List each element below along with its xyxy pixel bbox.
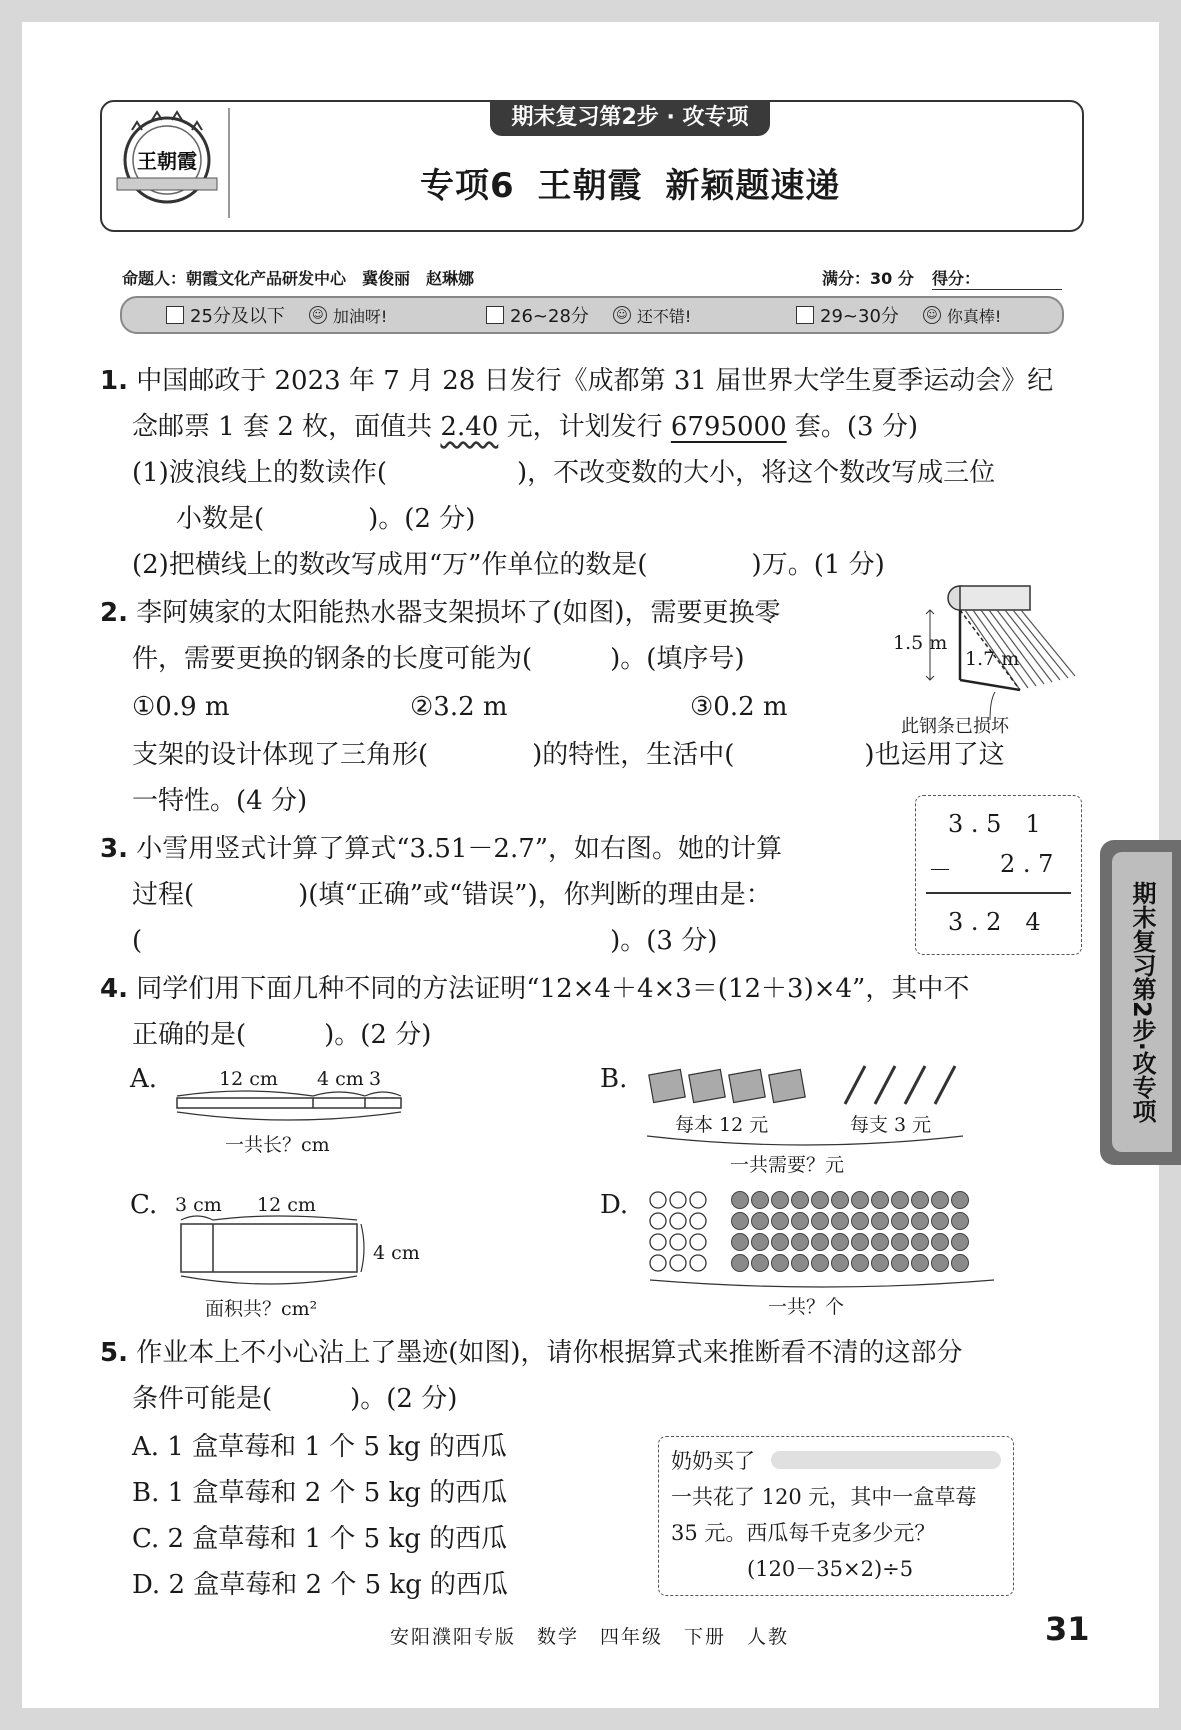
grey-dot xyxy=(752,1192,769,1209)
option-c-caption: 面积共？cm² xyxy=(205,1298,318,1320)
white-dot xyxy=(650,1255,666,1271)
white-dot xyxy=(690,1192,706,1208)
grey-dot xyxy=(932,1213,949,1230)
q3-line1: 3. 小雪用竖式计算了算式“3.51－2.7”，如右图。她的计算 xyxy=(100,834,783,864)
section-tag: 期末复习第2步 · 攻专项 xyxy=(490,100,770,136)
score-level-bar xyxy=(120,296,1064,334)
q4-option-b-diagram xyxy=(645,1060,965,1180)
grey-dot xyxy=(912,1213,929,1230)
height-label: 1.5 m xyxy=(893,632,948,654)
grey-dot xyxy=(932,1234,949,1251)
grey-dot xyxy=(772,1255,789,1272)
checkbox[interactable] xyxy=(486,306,504,324)
white-dot xyxy=(690,1234,706,1250)
grey-dot xyxy=(792,1234,809,1251)
box-formula: (120－35×2)÷5 xyxy=(747,1557,914,1581)
q4-line2: 正确的是( )。(2 分) xyxy=(132,1020,432,1050)
grey-dot xyxy=(752,1234,769,1251)
ink-stain xyxy=(771,1451,1001,1469)
page-title xyxy=(420,158,840,207)
grey-dot xyxy=(852,1192,869,1209)
grey-dot xyxy=(832,1213,849,1230)
q2-option-3: ③0.2 m xyxy=(690,692,788,722)
logo-text: 王朝霞 xyxy=(137,149,197,173)
smiley-icon: ☺ xyxy=(613,306,631,324)
q1-line1: 1. 中国邮政于 2023 年 7 月 28 日发行《成都第 31 届世界大学生夏季运动会》纪 xyxy=(100,366,1054,396)
grey-dot xyxy=(812,1255,829,1272)
q5-option-b: B. 1 盒草莓和 2 个 5 kg 的西瓜 xyxy=(132,1478,508,1508)
diagonal-label: 1.7 m xyxy=(965,648,1020,670)
title-suffix: 新颖题速递 xyxy=(665,166,841,206)
vertical-calc-box xyxy=(915,795,1082,955)
side-tab xyxy=(1100,840,1181,1165)
white-dot xyxy=(670,1213,686,1229)
title-prefix: 专项6 xyxy=(420,166,515,206)
ink-stain-problem-box xyxy=(658,1436,1014,1596)
q1-part2: (2)把横线上的数改写成用“万”作单位的数是( )万。(1 分) xyxy=(132,550,885,580)
grey-dot xyxy=(892,1192,909,1209)
white-dot xyxy=(650,1213,666,1229)
footer: 安阳濮阳专版 数学 四年级 下册 人教 xyxy=(390,1626,790,1648)
full-score: 满分：30 分 xyxy=(822,269,914,288)
solar-heater-figure xyxy=(895,580,1085,740)
score-level-3: 29~30分 ☺ 你真棒! xyxy=(796,302,1001,328)
q5-option-d: D. 2 盒草莓和 2 个 5 kg 的西瓜 xyxy=(132,1570,509,1600)
checkbox[interactable] xyxy=(166,306,184,324)
calc-minus-sign: － xyxy=(928,856,952,884)
white-dot xyxy=(670,1192,686,1208)
grey-dot xyxy=(932,1192,949,1209)
score-field[interactable]: 得分： xyxy=(932,266,1062,290)
checkbox[interactable] xyxy=(796,306,814,324)
logo xyxy=(112,108,230,218)
q2-option-1: ①0.9 m xyxy=(132,692,230,722)
title-brand: 王朝霞 xyxy=(537,166,643,206)
white-dot xyxy=(650,1234,666,1250)
grey-dot xyxy=(852,1255,869,1272)
q4-option-d-label: D. xyxy=(600,1190,629,1220)
white-dot xyxy=(690,1213,706,1229)
score-level-1: 25分及以下 ☺ 加油呀! xyxy=(166,302,387,328)
grey-dot xyxy=(792,1213,809,1230)
grey-dot xyxy=(852,1213,869,1230)
grey-dot xyxy=(812,1192,829,1209)
q4-option-d-diagram xyxy=(648,1190,1008,1320)
q2-line2: 件，需要更换的钢条的长度可能为( )。(填序号) xyxy=(132,644,745,674)
q2-line4: 支架的设计体现了三角形( )的特性，生活中( )也运用了这 xyxy=(132,740,1005,770)
grey-dot xyxy=(892,1234,909,1251)
brace-icon xyxy=(650,1280,994,1287)
score-level-2: 26~28分 ☺ 还不错! xyxy=(486,302,691,328)
option-d-caption: 一共？个 xyxy=(768,1296,845,1318)
grey-dot xyxy=(872,1255,889,1272)
grey-dot xyxy=(732,1234,749,1251)
authors: 命题人：朝霞文化产品研发中心 冀俊丽 赵琳娜 xyxy=(122,269,475,288)
grey-dot xyxy=(812,1213,829,1230)
grey-dot xyxy=(952,1255,969,1272)
grey-dot xyxy=(852,1234,869,1251)
grey-dot xyxy=(792,1192,809,1209)
q5-option-c: C. 2 盒草莓和 1 个 5 kg 的西瓜 xyxy=(132,1524,508,1554)
pen-price: 每支 3 元 xyxy=(850,1114,932,1136)
page-number: 31 xyxy=(1045,1610,1090,1648)
grey-dot xyxy=(832,1234,849,1251)
grey-dot xyxy=(892,1213,909,1230)
calc-minuend: 3 . 5 1 xyxy=(948,810,1041,838)
grey-dot xyxy=(912,1255,929,1272)
grey-dot xyxy=(732,1255,749,1272)
white-dot xyxy=(690,1255,706,1271)
box-line3: 35 元。西瓜每千克多少元？ xyxy=(671,1521,936,1545)
logo-emblem-icon xyxy=(112,108,222,216)
q4-line1: 4. 同学们用下面几种不同的方法证明“12×4＋4×3＝(12＋3)×4”，其中不 xyxy=(100,974,970,1004)
grey-dot xyxy=(732,1213,749,1230)
grey-dot xyxy=(872,1192,889,1209)
grey-dot xyxy=(812,1234,829,1251)
q2-line5: 一特性。(4 分) xyxy=(132,786,308,816)
calc-divider xyxy=(926,892,1071,894)
q4-option-a-diagram: 12 cm 4 cm 3 一共长？cm xyxy=(175,1064,415,1174)
q4-option-b-label: B. xyxy=(600,1064,628,1094)
q3-line2: 过程( )(填“正确”或“错误”)，你判断的理由是： xyxy=(132,880,772,910)
calc-result: 3 . 2 4 xyxy=(948,908,1041,936)
option-a-caption: 一共长？cm xyxy=(225,1134,330,1156)
q2-line1: 2. 李阿姨家的太阳能热水器支架损坏了(如图)，需要更换零 xyxy=(100,598,781,628)
grey-dot xyxy=(752,1213,769,1230)
q3-line3: ( )。(3 分) xyxy=(132,926,718,956)
broken-bar-caption: 此钢条已损坏 xyxy=(901,716,1009,737)
grey-dot xyxy=(772,1234,789,1251)
grey-dot xyxy=(732,1192,749,1209)
box-line1: 奶奶买了 xyxy=(671,1449,755,1473)
q1-line2: 念邮票 1 套 2 枚，面值共 2.40 元，计划发行 6795000 套。(3 分) xyxy=(132,412,918,442)
grey-dot xyxy=(952,1234,969,1251)
calc-subtrahend: 2 . 7 xyxy=(1000,850,1054,878)
q4-option-c-label: C. xyxy=(130,1190,158,1220)
grey-dot xyxy=(912,1192,929,1209)
grey-dot xyxy=(792,1255,809,1272)
grey-dot xyxy=(952,1213,969,1230)
dot-array-icon xyxy=(648,1190,1008,1290)
grey-dot xyxy=(892,1255,909,1272)
grey-dot xyxy=(832,1192,849,1209)
side-tab-label: 期末复习第2步·攻专项 xyxy=(1112,852,1172,1152)
box-line2: 一共花了 120 元，其中一盒草莓 xyxy=(671,1485,977,1509)
q1-part1b: 小数是( )。(2 分) xyxy=(176,504,476,534)
q5-option-a: A. 1 盒草莓和 1 个 5 kg 的西瓜 xyxy=(132,1432,507,1462)
option-b-caption: 一共需要？元 xyxy=(730,1154,845,1176)
q5-line1: 5. 作业本上不小心沾上了墨迹(如图)，请你根据算式来推断看不清的这部分 xyxy=(100,1338,963,1368)
q1-part1: (1)波浪线上的数读作( )，不改变数的大小，将这个数改写成三位 xyxy=(132,458,996,488)
notebook-price: 每本 12 元 xyxy=(675,1114,769,1136)
q4-option-c-diagram: 3 cm 12 cm 4 cm 面积共？cm² xyxy=(175,1194,420,1320)
grey-dot xyxy=(752,1255,769,1272)
q5-line2: 条件可能是( )。(2 分) xyxy=(132,1384,458,1414)
white-dot xyxy=(650,1192,666,1208)
notebooks-and-pens-icon xyxy=(645,1060,965,1110)
white-dot xyxy=(670,1255,686,1271)
grey-dot xyxy=(952,1192,969,1209)
grey-dot xyxy=(772,1213,789,1230)
grey-dot xyxy=(832,1255,849,1272)
q4-option-a-label: A. xyxy=(130,1064,158,1094)
grey-dot xyxy=(872,1234,889,1251)
grey-dot xyxy=(932,1255,949,1272)
smiley-icon: ☺ xyxy=(923,306,941,324)
rectangle-area-icon xyxy=(179,1212,379,1292)
q2-option-2: ②3.2 m xyxy=(410,692,508,722)
grey-dot xyxy=(872,1213,889,1230)
grey-dot xyxy=(772,1192,789,1209)
smiley-icon: ☺ xyxy=(309,306,327,324)
grey-dot xyxy=(912,1234,929,1251)
white-dot xyxy=(670,1234,686,1250)
